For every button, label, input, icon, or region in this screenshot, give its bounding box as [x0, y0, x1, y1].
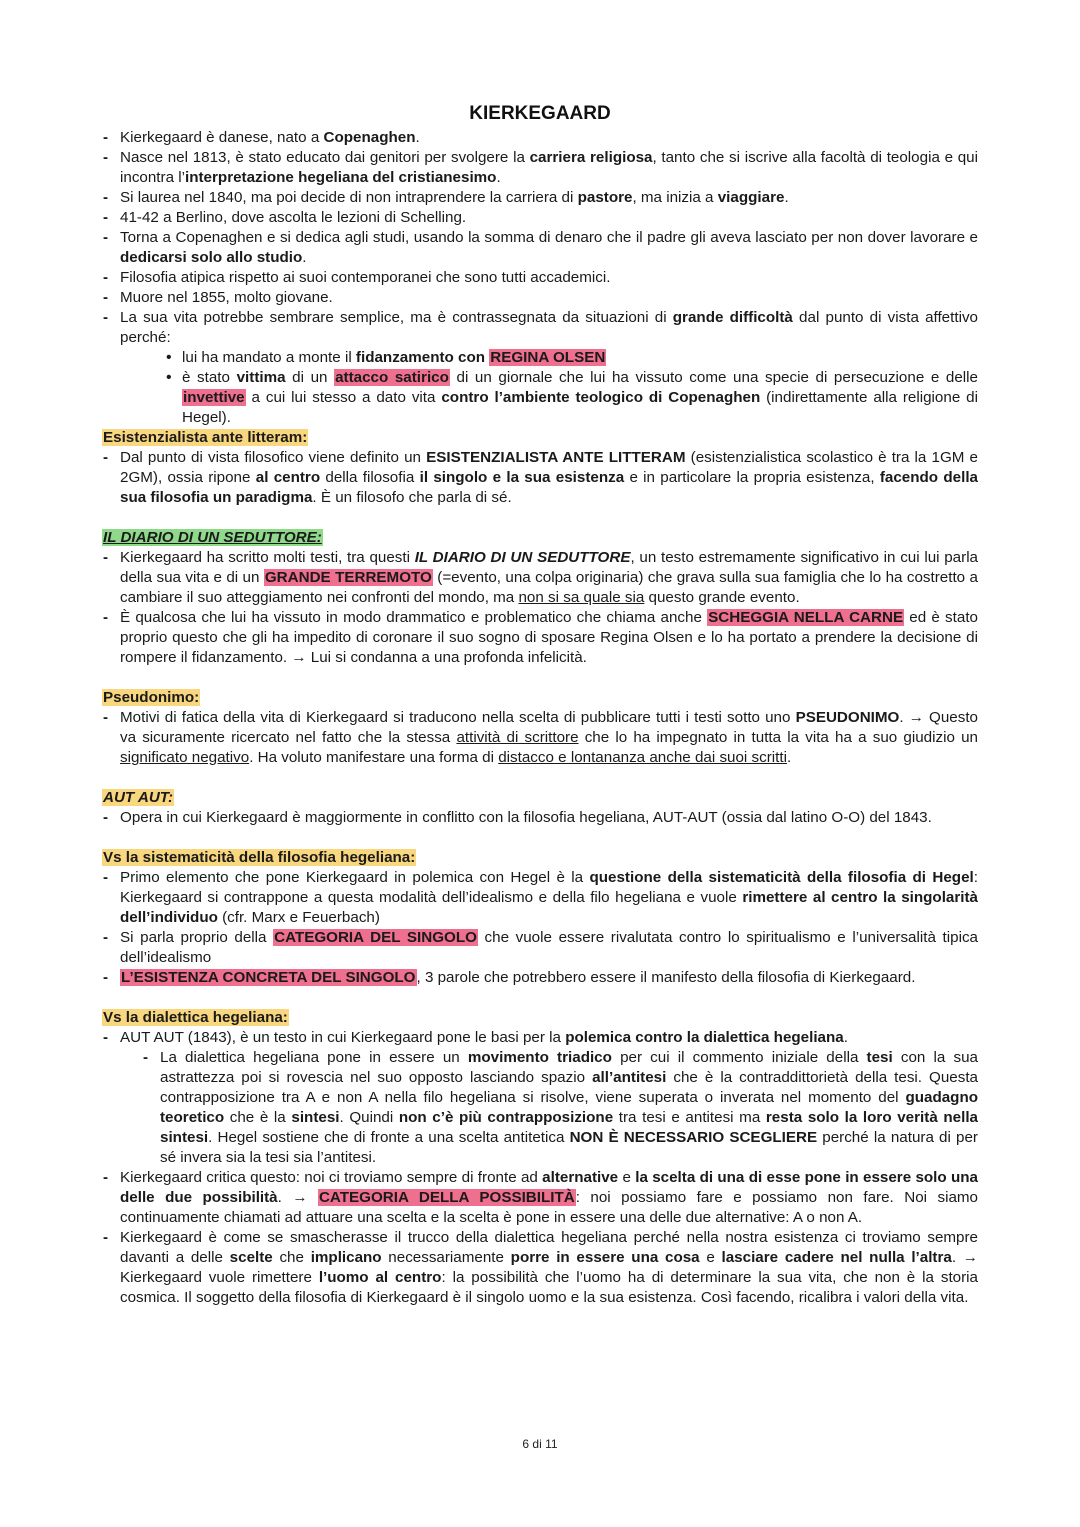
- list-item: - Primo elemento che pone Kierkegaard in polemica con Hegel è la questione della sistematicità della filosofia di Hegel: Kierkegaard si contrappone a questa modalità dell’idealismo e della filo hegeliana e vuole rimettere al centro la singolarità dell’individuo (cfr. Marx e Feuerbach): [102, 868, 978, 928]
- highlight: CATEGORIA DELLA POSSIBILITÀ: [318, 1189, 575, 1206]
- section-heading: Esistenzialista ante litteram:: [103, 429, 308, 446]
- sub-list: [142, 1048, 978, 1168]
- section-diario: [102, 528, 978, 668]
- section-dialettica: [102, 1008, 978, 1308]
- section-esistenzialista: [102, 428, 978, 508]
- highlight: attacco satirico: [335, 369, 449, 386]
- section-heading: Pseudonimo:: [103, 689, 200, 706]
- section-sistematicita: [102, 848, 978, 988]
- life-bullets: [120, 348, 978, 428]
- list-item: - Opera in cui Kierkegaard è maggiormente in conflitto con la filosofia hegeliana, AUT-AUT (ossia dal latino O-O) del 1843.: [102, 808, 978, 828]
- list-item: - La sua vita potrebbe sembrare semplice, ma è contrassegnata da situazioni di grande difficoltà dal punto di vista affettivo perché: • lui ha mandato a monte il fidanzamento con REGINA OLSEN • è stato vittima di un attacco satirico di un giornale che lui ha vissuto come una specie di persecuzione e delle invettive a cui lui stesso a dato vita contro l’ambiente teologico di Copenaghen (indirettamente alla religione di Hegel).: [102, 308, 978, 428]
- list-item: - La dialettica hegeliana pone in essere un movimento triadico per cui il commento iniziale della tesi con la sua astrattezza poi si rovescia nel suo opposto lasciando spazio all’antitesi che è la contraddittorietà della tesi. Questa contrapposizione tra A e non A nella filo hegeliana si risolve, viene superata o inverata nel momento del guadagno teoretico che è la sintesi. Quindi non c’è più contrapposizione tra tesi e antitesi ma resta solo la loro verità nella sintesi. Hegel sostiene che di fronte a una scelta antitetica NON È NECESSARIO SCEGLIERE perché la natura di per sé invera sia la tesi sia l’antitesi.: [142, 1048, 978, 1168]
- list-item: - Si laurea nel 1840, ma poi decide di non intraprendere la carriera di pastore, ma inizia a viaggiare.: [102, 188, 978, 208]
- section-list: [102, 708, 978, 768]
- highlight: REGINA OLSEN: [490, 349, 606, 366]
- list-item: - Nasce nel 1813, è stato educato dai genitori per svolgere la carriera religiosa, tanto che si iscrive alla facoltà di teologia e qui incontra l’interpretazione hegeliana del cristianesimo.: [102, 148, 978, 188]
- section-heading: Vs la sistematicità della filosofia hegeliana:: [103, 849, 416, 866]
- list-item: - Kierkegaard ha scritto molti testi, tra questi IL DIARIO DI UN SEDUTTORE, un testo estremamente significativo in cui lui parla della sua vita e di un GRANDE TERREMOTO (=evento, una colpa originaria) che grava sulla sua famiglia che lo ha costretto a cambiare il suo atteggiamento nei confronti del mondo, ma non si sa quale sia questo grande evento.: [102, 548, 978, 608]
- highlight: invettive: [183, 389, 245, 406]
- section-list: [102, 548, 978, 668]
- list-item: - 41-42 a Berlino, dove ascolta le lezioni di Schelling.: [102, 208, 978, 228]
- section-autaut: [102, 788, 978, 828]
- section-list: [102, 808, 978, 828]
- highlight: GRANDE TERREMOTO: [264, 569, 432, 586]
- bullet-item: • lui ha mandato a monte il fidanzamento con REGINA OLSEN: [164, 348, 978, 368]
- section-list: [102, 868, 978, 988]
- list-item: - L’ESISTENZA CONCRETA DEL SINGOLO, 3 parole che potrebbero essere il manifesto della filosofia di Kierkegaard.: [102, 968, 978, 988]
- highlight: L’ESISTENZA CONCRETA DEL SINGOLO: [121, 969, 416, 986]
- intro-list: [102, 128, 978, 428]
- list-item: - Muore nel 1855, molto giovane.: [102, 288, 978, 308]
- list-item: - AUT AUT (1843), è un testo in cui Kierkegaard pone le basi per la polemica contro la dialettica hegeliana. - La dialettica hegeliana pone in essere un movimento triadico per cui il commento iniziale della tesi con la sua astrattezza poi si rovescia nel suo opposto lasciando spazio all’antitesi che è la contraddittorietà della tesi. Questa contrapposizione tra A e non A nella filo hegeliana si risolve, viene superata o inverata nel momento del guadagno teoretico che è la sintesi. Quindi non c’è più contrapposizione tra tesi e antitesi ma resta solo la loro verità nella sintesi. Hegel sostiene che di fronte a una scelta antitetica NON È NECESSARIO SCEGLIERE perché la natura di per sé invera sia la tesi sia l’antitesi.: [102, 1028, 978, 1168]
- list-item: - Si parla proprio della CATEGORIA DEL SINGOLO che vuole essere rivalutata contro lo spiritualismo e l’universalità tipica dell’idealismo: [102, 928, 978, 968]
- list-item: - Kierkegaard critica questo: noi ci troviamo sempre di fronte ad alternative e la scelta di una di esse pone in essere solo una delle due possibilità. → CATEGORIA DELLA POSSIBILITÀ: noi possiamo fare e possiamo non fare. Noi siamo continuamente chiamati ad attuare una scelta e la scelta è pone in essere una delle due alternative: A o non A.: [102, 1168, 978, 1228]
- highlight: SCHEGGIA NELLA CARNE: [708, 609, 904, 626]
- section-heading: AUT AUT:: [103, 789, 174, 806]
- list-item: - Torna a Copenaghen e si dedica agli studi, usando la somma di denaro che il padre gli aveva lasciato per non dover lavorare e dedicarsi solo allo studio.: [102, 228, 978, 268]
- section-heading: Vs la dialettica hegeliana:: [103, 1009, 288, 1026]
- list-item: - Filosofia atipica rispetto ai suoi contemporanei che sono tutti accademici.: [102, 268, 978, 288]
- list-item: - Kierkegaard è danese, nato a Copenaghen.: [102, 128, 978, 148]
- page-content: [102, 102, 978, 1308]
- page-number: 6 di 11: [522, 1437, 558, 1451]
- list-item: - Kierkegaard è come se smascherasse il trucco della dialettica hegeliana perché nella nostra esistenza ci troviamo sempre davanti a delle scelte che implicano necessariamente porre in essere una cosa e lasciare cadere nel nulla l’altra. → Kierkegaard vuole rimettere l’uomo al centro: la possibilità che l’uomo ha di determinare la sua vita, che non è la storia cosmica. Il soggetto della filosofia di Kierkegaard è il singolo uomo e la sua esistenza. Così facendo, ricalibra i valori della vita.: [102, 1228, 978, 1308]
- section-list: [102, 448, 978, 508]
- list-item: - Dal punto di vista filosofico viene definito un ESISTENZIALISTA ANTE LITTERAM (esistenzialistica scolastico è tra la 1GM e 2GM), ossia ripone al centro della filosofia il singolo e la sua esistenza e in particolare la propria esistenza, facendo della sua filosofia un paradigma. È un filosofo che parla di sé.: [102, 448, 978, 508]
- list-item: - È qualcosa che lui ha vissuto in modo drammatico e problematico che chiama anche SCHEGGIA NELLA CARNE ed è stato proprio questo che gli ha impedito di coronare il suo sogno di sposare Regina Olsen e lo ha portato a prendere la decisione di rompere il fidanzamento. → Lui si condanna a una profonda infelicità.: [102, 608, 978, 668]
- section-pseudonimo: [102, 688, 978, 768]
- highlight: CATEGORIA DEL SINGOLO: [274, 929, 477, 946]
- list-item: - Motivi di fatica della vita di Kierkegaard si traducono nella scelta di pubblicare tutti i testi sotto uno PSEUDONIMO. → Questo va sicuramente ricercato nel fatto che la stessa attività di scrittore che lo ha impegnato in tutta la vita ha a suo giudizio un significato negativo. Ha voluto manifestare una forma di distacco e lontananza anche dai suoi scritti.: [102, 708, 978, 768]
- bullet-item: • è stato vittima di un attacco satirico di un giornale che lui ha vissuto come una specie di persecuzione e delle invettive a cui lui stesso a dato vita contro l’ambiente teologico di Copenaghen (indirettamente alla religione di Hegel).: [164, 368, 978, 428]
- section-list: [102, 1028, 978, 1308]
- section-heading: IL DIARIO DI UN SEDUTTORE:: [103, 529, 322, 546]
- page-title: KIERKEGAARD: [469, 103, 611, 124]
